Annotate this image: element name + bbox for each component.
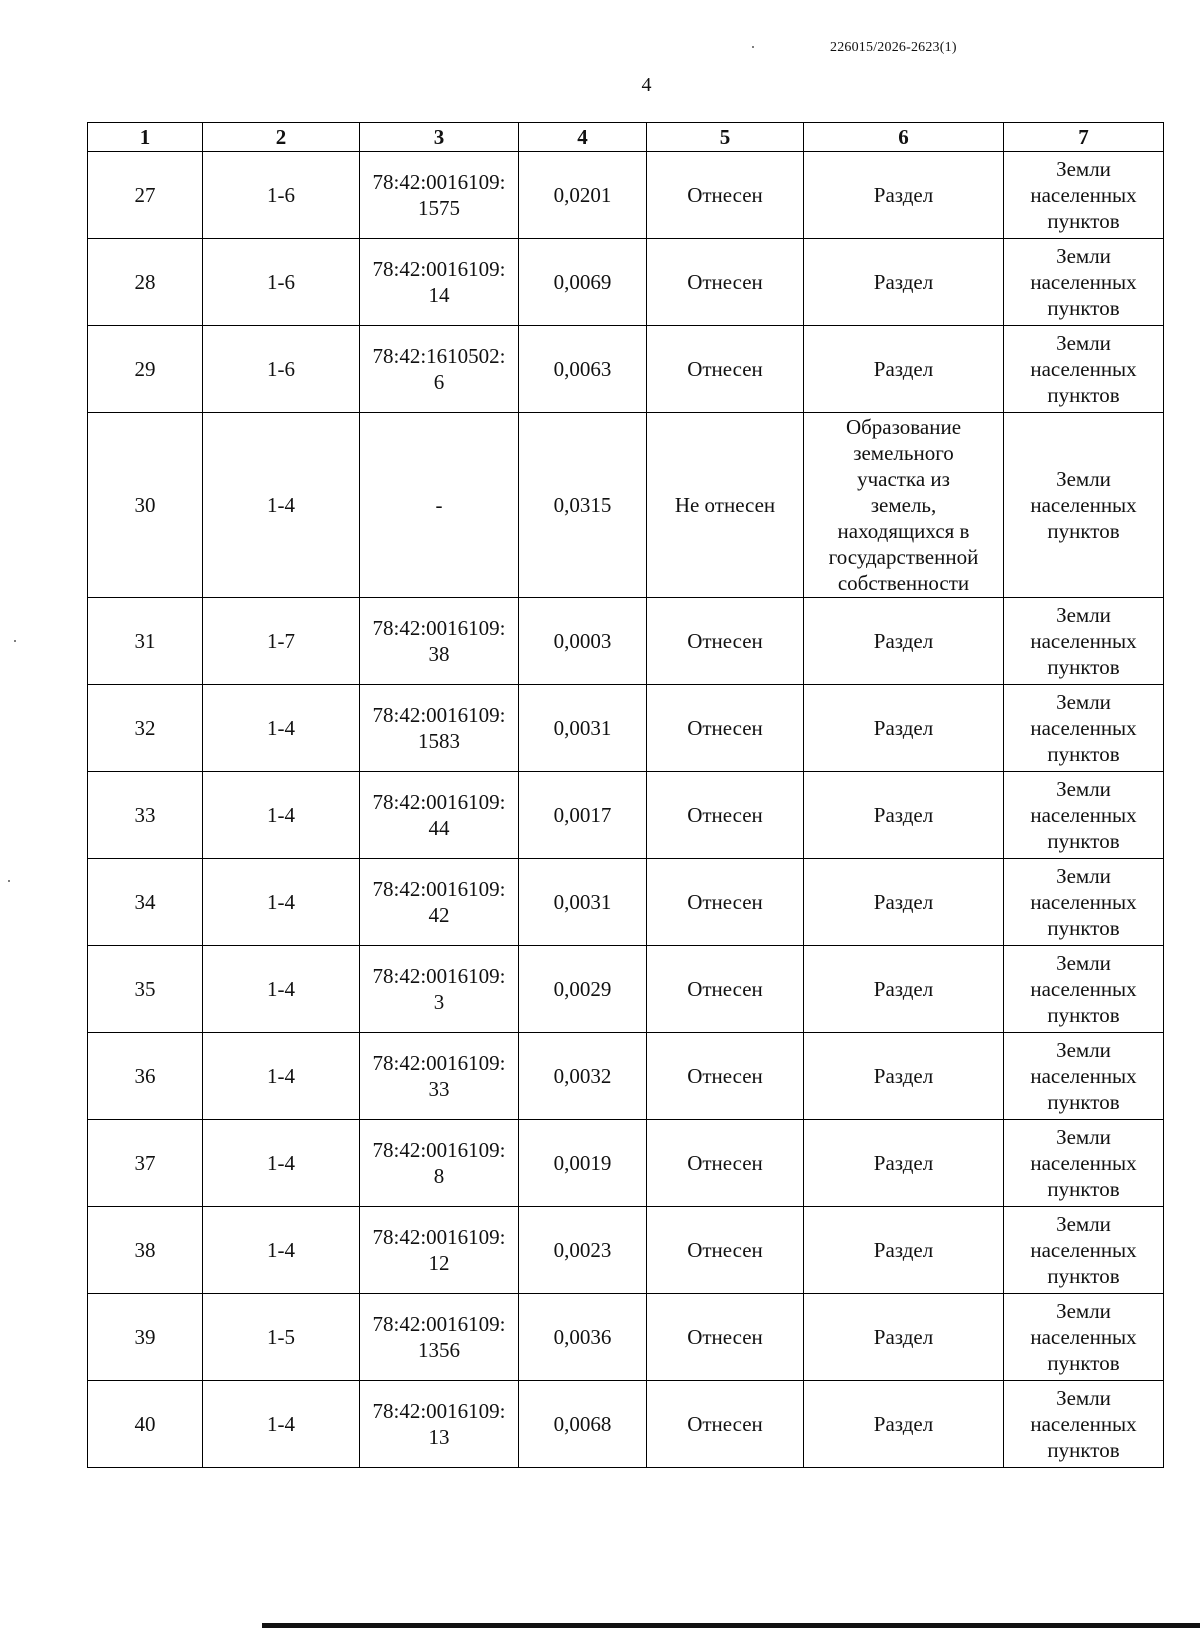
table-body (88, 152, 1164, 1468)
area-cell: 0,0063 (519, 326, 647, 413)
row-number-cell: 32 (88, 685, 203, 772)
column-header: 4 (519, 123, 647, 152)
status-cell: Отнесен (647, 598, 804, 685)
land-category-cell: Земли населенных пунктов (1004, 1294, 1164, 1381)
area-cell: 0,0068 (519, 1381, 647, 1468)
group-cell: 1-6 (203, 326, 360, 413)
table-row (88, 239, 1164, 326)
row-number-cell: 33 (88, 772, 203, 859)
action-cell: Раздел (804, 1207, 1004, 1294)
area-cell: 0,0031 (519, 685, 647, 772)
table-row (88, 1033, 1164, 1120)
land-category-cell: Земли населенных пунктов (1004, 1120, 1164, 1207)
row-number-cell: 38 (88, 1207, 203, 1294)
cadastral-number-cell: 78:42:0016109: 14 (360, 239, 519, 326)
scan-speck (752, 46, 754, 48)
table-header-row (88, 123, 1164, 152)
group-cell: 1-4 (203, 685, 360, 772)
row-number-cell: 31 (88, 598, 203, 685)
status-cell: Отнесен (647, 772, 804, 859)
area-cell: 0,0031 (519, 859, 647, 946)
land-category-cell: Земли населенных пунктов (1004, 946, 1164, 1033)
status-cell: Отнесен (647, 1381, 804, 1468)
area-cell: 0,0023 (519, 1207, 647, 1294)
land-category-cell: Земли населенных пунктов (1004, 413, 1164, 598)
table-row (88, 413, 1164, 598)
table-row (88, 859, 1164, 946)
column-header: 5 (647, 123, 804, 152)
land-category-cell: Земли населенных пунктов (1004, 1207, 1164, 1294)
group-cell: 1-4 (203, 1207, 360, 1294)
table-row (88, 946, 1164, 1033)
land-category-cell: Земли населенных пунктов (1004, 326, 1164, 413)
group-cell: 1-4 (203, 946, 360, 1033)
land-plots-table (87, 122, 1164, 1468)
cadastral-number-cell: - (360, 413, 519, 598)
column-header: 3 (360, 123, 519, 152)
action-cell: Образование земельного участка из земель, находящихся в государственной собственности (804, 413, 1004, 598)
land-category-cell: Земли населенных пунктов (1004, 598, 1164, 685)
column-header: 7 (1004, 123, 1164, 152)
cadastral-number-cell: 78:42:0016109: 12 (360, 1207, 519, 1294)
action-cell: Раздел (804, 598, 1004, 685)
area-cell: 0,0017 (519, 772, 647, 859)
table-row (88, 1294, 1164, 1381)
status-cell: Отнесен (647, 946, 804, 1033)
table-row (88, 598, 1164, 685)
status-cell: Отнесен (647, 1294, 804, 1381)
land-category-cell: Земли населенных пунктов (1004, 152, 1164, 239)
action-cell: Раздел (804, 1033, 1004, 1120)
area-cell: 0,0036 (519, 1294, 647, 1381)
status-cell: Отнесен (647, 239, 804, 326)
status-cell: Отнесен (647, 859, 804, 946)
group-cell: 1-4 (203, 1120, 360, 1207)
table-row (88, 772, 1164, 859)
row-number-cell: 39 (88, 1294, 203, 1381)
group-cell: 1-6 (203, 239, 360, 326)
land-category-cell: Земли населенных пунктов (1004, 239, 1164, 326)
table-row (88, 152, 1164, 239)
row-number-cell: 40 (88, 1381, 203, 1468)
action-cell: Раздел (804, 1294, 1004, 1381)
area-cell: 0,0003 (519, 598, 647, 685)
status-cell: Отнесен (647, 1207, 804, 1294)
row-number-cell: 36 (88, 1033, 203, 1120)
action-cell: Раздел (804, 326, 1004, 413)
area-cell: 0,0069 (519, 239, 647, 326)
group-cell: 1-5 (203, 1294, 360, 1381)
group-cell: 1-6 (203, 152, 360, 239)
area-cell: 0,0029 (519, 946, 647, 1033)
row-number-cell: 28 (88, 239, 203, 326)
table-row (88, 1381, 1164, 1468)
status-cell: Отнесен (647, 1120, 804, 1207)
land-category-cell: Земли населенных пунктов (1004, 1033, 1164, 1120)
cadastral-number-cell: 78:42:0016109: 44 (360, 772, 519, 859)
action-cell: Раздел (804, 152, 1004, 239)
land-plots-table-container (87, 122, 1164, 1468)
row-number-cell: 30 (88, 413, 203, 598)
land-category-cell: Земли населенных пунктов (1004, 1381, 1164, 1468)
status-cell: Отнесен (647, 326, 804, 413)
group-cell: 1-4 (203, 859, 360, 946)
action-cell: Раздел (804, 239, 1004, 326)
row-number-cell: 34 (88, 859, 203, 946)
cadastral-number-cell: 78:42:0016109: 1575 (360, 152, 519, 239)
area-cell: 0,0019 (519, 1120, 647, 1207)
action-cell: Раздел (804, 685, 1004, 772)
column-header: 2 (203, 123, 360, 152)
table-row (88, 685, 1164, 772)
action-cell: Раздел (804, 946, 1004, 1033)
area-cell: 0,0032 (519, 1033, 647, 1120)
scan-speck (8, 880, 10, 882)
table-row (88, 326, 1164, 413)
cadastral-number-cell: 78:42:0016109: 33 (360, 1033, 519, 1120)
group-cell: 1-4 (203, 413, 360, 598)
action-cell: Раздел (804, 772, 1004, 859)
group-cell: 1-4 (203, 1381, 360, 1468)
area-cell: 0,0315 (519, 413, 647, 598)
table-row (88, 1207, 1164, 1294)
column-header: 1 (88, 123, 203, 152)
land-category-cell: Земли населенных пунктов (1004, 685, 1164, 772)
table-row (88, 1120, 1164, 1207)
land-category-cell: Земли населенных пунктов (1004, 859, 1164, 946)
document-number: 226015/2026-2623(1) (830, 40, 957, 55)
scan-speck (14, 640, 16, 642)
cadastral-number-cell: 78:42:1610502: 6 (360, 326, 519, 413)
group-cell: 1-7 (203, 598, 360, 685)
page-number: 4 (641, 74, 652, 96)
column-header: 6 (804, 123, 1004, 152)
status-cell: Отнесен (647, 685, 804, 772)
status-cell: Не отнесен (647, 413, 804, 598)
status-cell: Отнесен (647, 152, 804, 239)
cadastral-number-cell: 78:42:0016109: 8 (360, 1120, 519, 1207)
status-cell: Отнесен (647, 1033, 804, 1120)
action-cell: Раздел (804, 1381, 1004, 1468)
scan-bottom-edge (262, 1623, 1200, 1628)
group-cell: 1-4 (203, 772, 360, 859)
cadastral-number-cell: 78:42:0016109: 13 (360, 1381, 519, 1468)
row-number-cell: 37 (88, 1120, 203, 1207)
cadastral-number-cell: 78:42:0016109: 1356 (360, 1294, 519, 1381)
action-cell: Раздел (804, 1120, 1004, 1207)
cadastral-number-cell: 78:42:0016109: 38 (360, 598, 519, 685)
group-cell: 1-4 (203, 1033, 360, 1120)
action-cell: Раздел (804, 859, 1004, 946)
area-cell: 0,0201 (519, 152, 647, 239)
row-number-cell: 27 (88, 152, 203, 239)
row-number-cell: 35 (88, 946, 203, 1033)
cadastral-number-cell: 78:42:0016109: 42 (360, 859, 519, 946)
cadastral-number-cell: 78:42:0016109: 3 (360, 946, 519, 1033)
land-category-cell: Земли населенных пунктов (1004, 772, 1164, 859)
row-number-cell: 29 (88, 326, 203, 413)
cadastral-number-cell: 78:42:0016109: 1583 (360, 685, 519, 772)
